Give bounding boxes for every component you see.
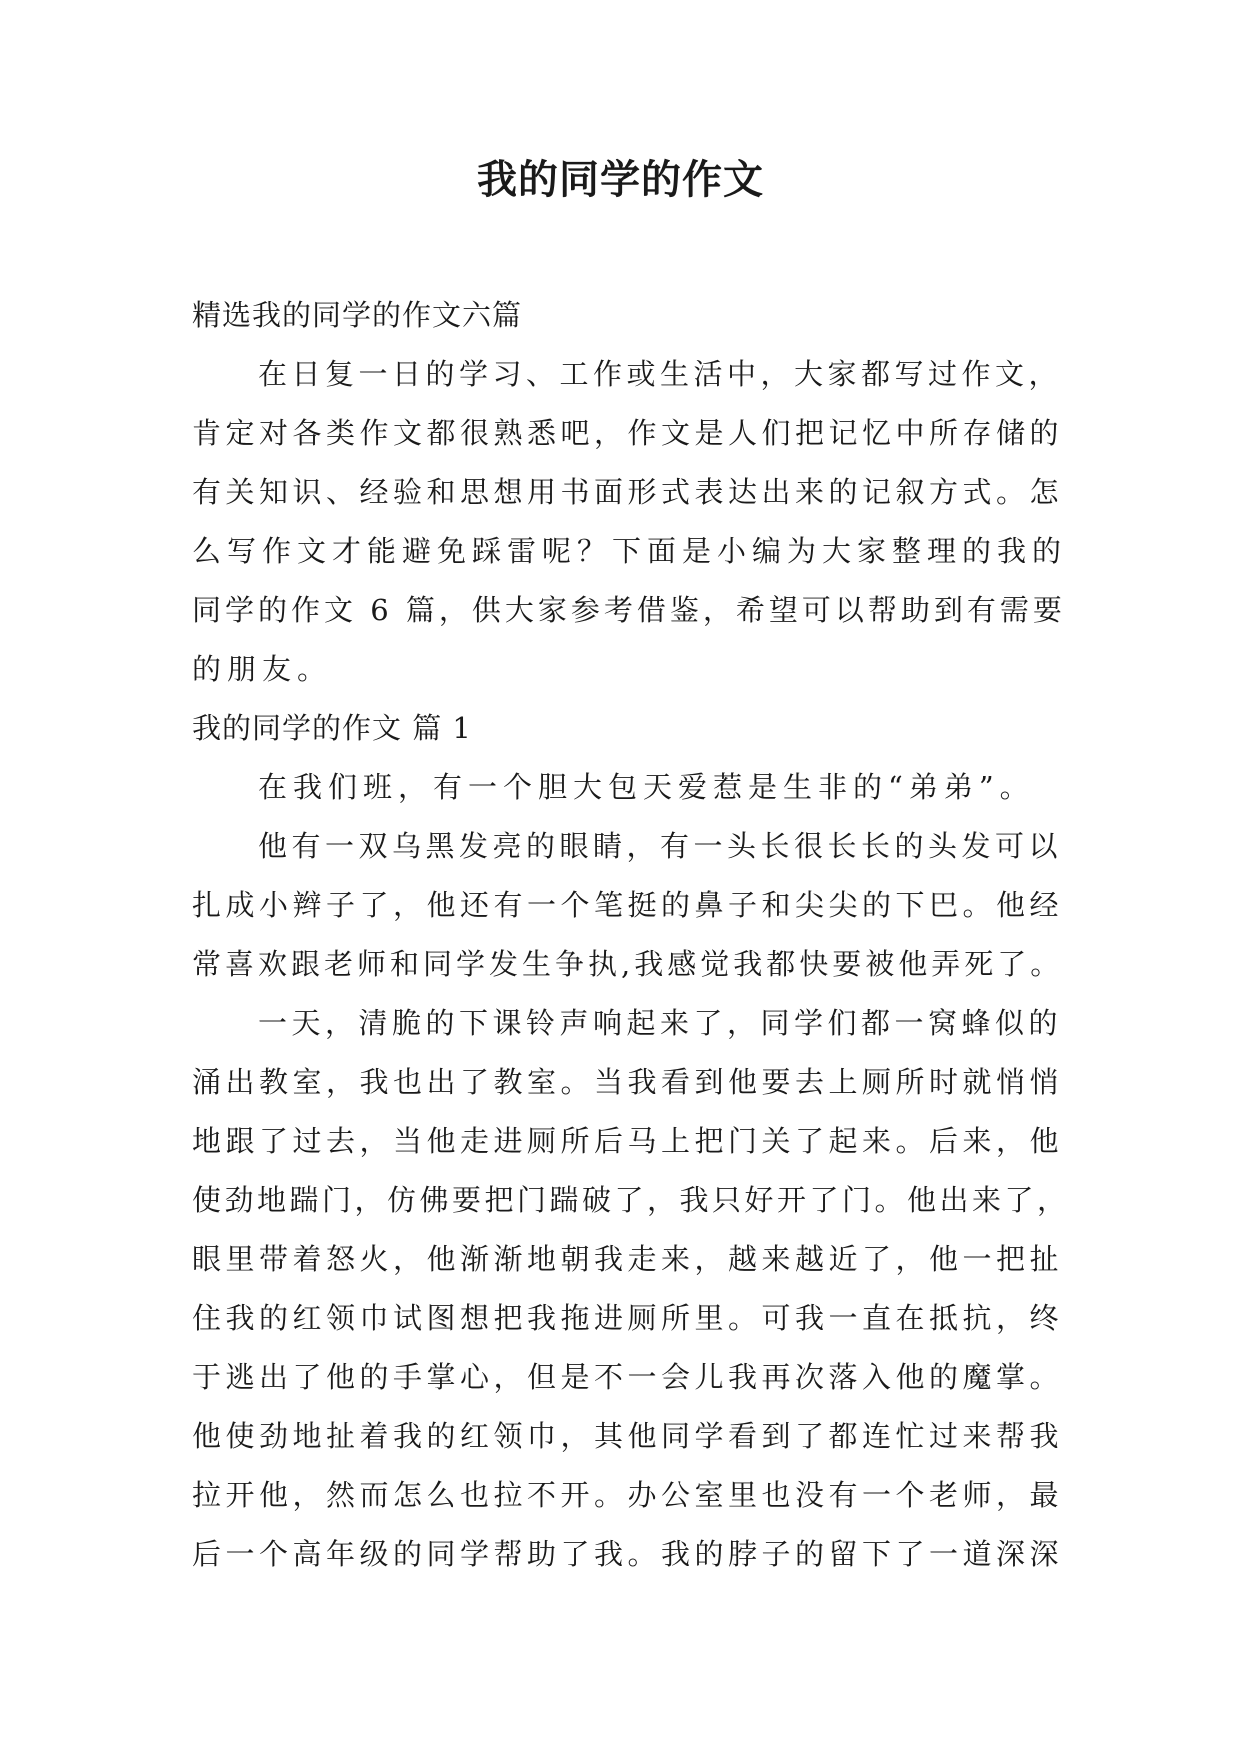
paragraph-line: 一天，清脆的下课铃声响起来了，同学们都一窝蜂似的 bbox=[258, 1006, 1063, 1040]
paragraph-line: 常喜欢跟老师和同学发生争执,我感觉我都快要被他弄死了。 bbox=[192, 947, 1064, 981]
paragraph-line: 眼里带着怒火，他渐渐地朝我走来，越来越近了，他一把扯 bbox=[192, 1242, 1064, 1276]
paragraph-line: 扎成小辫子了，他还有一个笔挺的鼻子和尖尖的下巴。他经 bbox=[192, 888, 1064, 922]
paragraph-line: 他有一双乌黑发亮的眼睛，有一头长很长长的头发可以 bbox=[258, 829, 1063, 863]
paragraph-line: 的朋友。 bbox=[192, 652, 333, 686]
paragraph-line: 他使劲地扯着我的红领巾，其他同学看到了都连忙过来帮我 bbox=[192, 1419, 1064, 1453]
paragraph-line: 于逃出了他的手掌心，但是不一会儿我再次落入他的魔掌。 bbox=[192, 1360, 1064, 1394]
paragraph-line: 地跟了过去，当他走进厕所后马上把门关了起来。后来，他 bbox=[192, 1124, 1064, 1158]
paragraph-line: 有关知识、经验和思想用书面形式表达出来的记叙方式。怎 bbox=[192, 475, 1064, 509]
essay-heading: 我的同学的作文 篇 1 bbox=[192, 711, 472, 745]
collection-heading: 精选我的同学的作文六篇 bbox=[192, 298, 523, 332]
paragraph-line: 肯定对各类作文都很熟悉吧，作文是人们把记忆中所存储的 bbox=[192, 416, 1064, 450]
document-title: 我的同学的作文 bbox=[477, 156, 764, 203]
document-body bbox=[192, 286, 1072, 1584]
paragraph-line: 在日复一日的学习、工作或生活中，大家都写过作文， bbox=[258, 357, 1063, 391]
paragraph-line: 同学的作文 6 篇，供大家参考借鉴，希望可以帮助到有需要 bbox=[192, 593, 1066, 627]
paragraph-line: 在我们班，有一个胆大包天爱惹是生非的“弟弟”。 bbox=[258, 770, 1035, 804]
paragraph-line: 么写作文才能避免踩雷呢？下面是小编为大家整理的我的 bbox=[192, 534, 1068, 568]
paragraph-line: 后一个高年级的同学帮助了我。我的脖子的留下了一道深深 bbox=[192, 1537, 1064, 1571]
paragraph-line: 住我的红领巾试图想把我拖进厕所里。可我一直在抵抗，终 bbox=[192, 1301, 1064, 1335]
paragraph-line: 拉开他，然而怎么也拉不开。办公室里也没有一个老师，最 bbox=[192, 1478, 1064, 1512]
paragraph-line: 涌出教室，我也出了教室。当我看到他要去上厕所时就悄悄 bbox=[192, 1065, 1064, 1099]
paragraph-line: 使劲地踹门，仿佛要把门踹破了，我只好开了门。他出来了， bbox=[192, 1183, 1070, 1217]
